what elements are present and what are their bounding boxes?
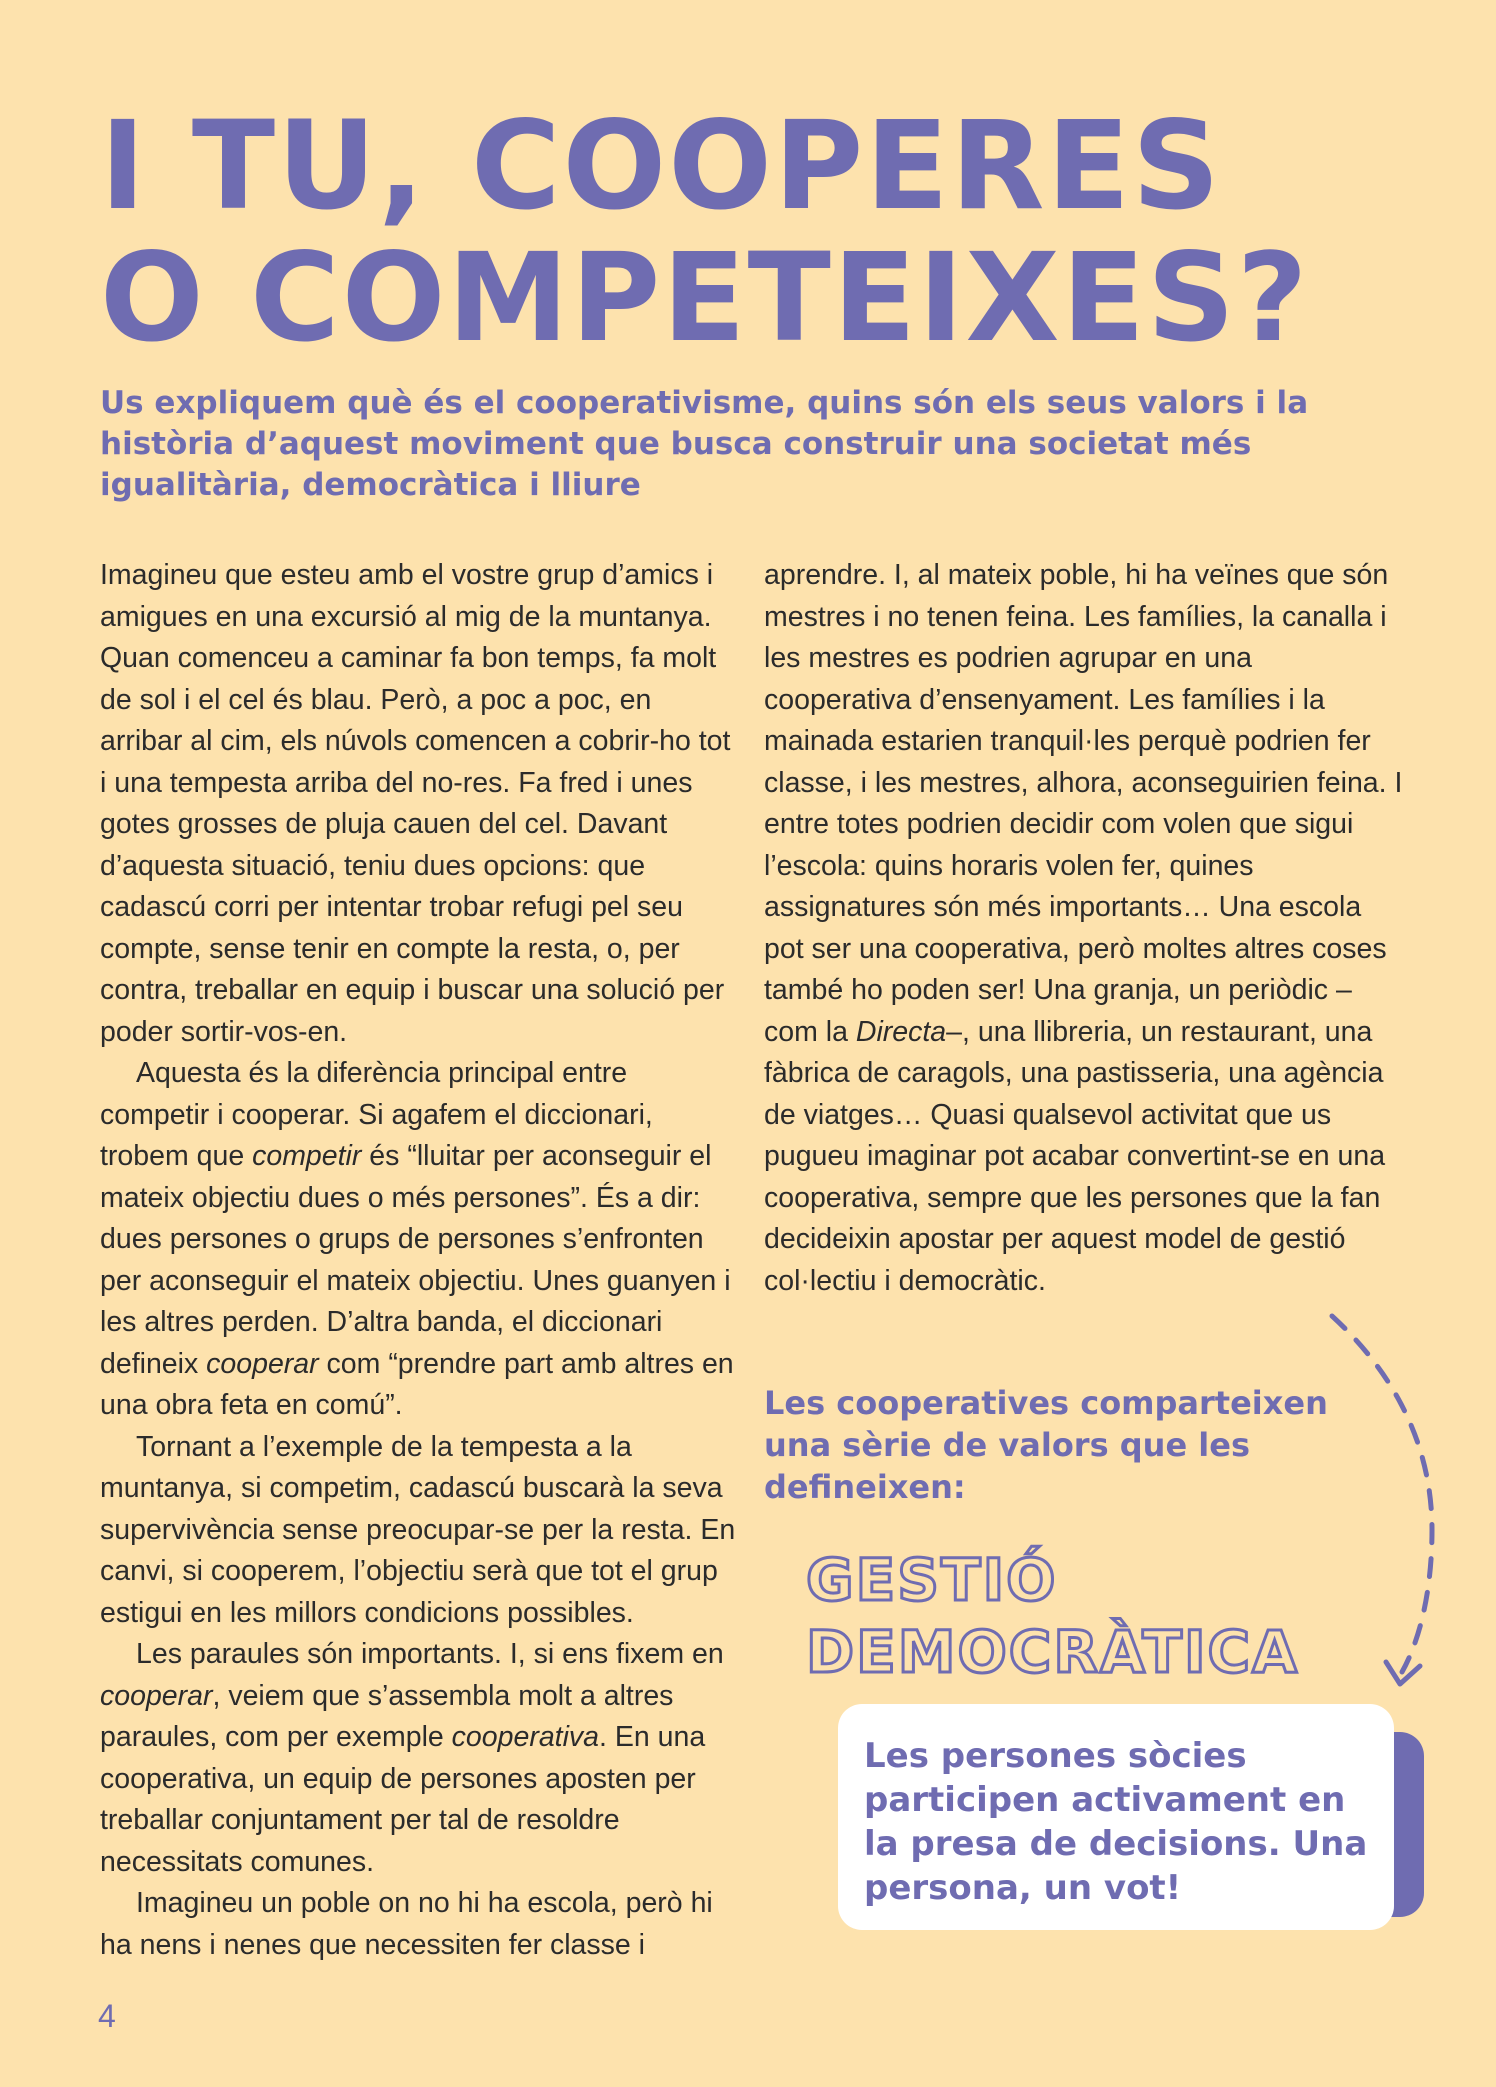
values-intro: Les cooperatives comparteixen una sèrie de valors que les defineixen: <box>764 1384 1328 1506</box>
body-paragraph-2: Aquesta és la diferència principal entre competir i cooperar. Si agafem el diccionari, trobem que competir és “lluitar per aconseguir el mateix objectiu dues o més persones”. És a dir: dues persones o grups de persones s’enfronten per aconseguir el mateix objectiu. Unes guanyen i les altres perden. D’altra banda, el diccionari defineix cooperar com “prendre part amb altres en una obra feta en comú”. <box>100 1057 734 1421</box>
emphasis-competir: competir <box>252 1140 362 1172</box>
value-card <box>838 1704 1394 1930</box>
emphasis-cooperar: cooperar <box>206 1347 319 1380</box>
body-paragraph-6: aprendre. I, al mateix poble, hi ha veïnes que són mestres i no tenen feina. Les famílies, la canalla i les mestres es podrien agrupar en una cooperativa d’ensenyament. Les famílies i la mainada estarien tranquil·les perquè podrien fer classe, i les mestres, alhora, aconseguirien feina. I entre totes podrien decidir com volen que sigui l’escola: quins horaris volen fer, quines assignatures són més importants… Una escola pot ser una cooperativa, però moltes altres coses també ho poden ser! Una granja, un periòdic –com la Directa–, una llibreria, un restaurant, una fàbrica de caragols, una pastisseria, una agència de viatges… Quasi qualsevol activitat que us pugueu imaginar pot acabar convertint-se en una cooperativa, sempre que les persones que la fan decideixin apostar per aquest model de gestió col·lectiu i democràtic. <box>764 559 1403 1297</box>
body-paragraph-5: Imagineu un poble on no hi ha escola, però hi ha nens i nenes que necessiten fer classe i <box>100 1887 713 1961</box>
body-paragraph-3: Tornant a l’exemple de la tempesta a la muntanya, si competim, cadascú buscarà la seva supervivència sense preocupar-se per la resta. En canvi, si cooperem, l’objectiu serà que tot el grup estigui en les millors condicions possibles. <box>100 1430 736 1629</box>
title-line-2: O COMPETEIXES? <box>100 227 1310 369</box>
page-number: 4 <box>98 1998 116 2034</box>
emphasis-cooperativa: cooperativa <box>451 1721 600 1753</box>
page-title <box>100 95 1400 369</box>
body-column-left <box>100 555 740 1966</box>
body-column-right <box>764 555 1404 1302</box>
value-card-text: Les persones sòcies participen activament en la presa de decisions. Una persona, un vot! <box>864 1736 1368 1908</box>
value-title-line-1: GESTIÓ <box>806 1546 1058 1614</box>
value-title <box>806 1544 1299 1688</box>
emphasis-directa: Directa <box>855 1015 947 1048</box>
lead-paragraph: Us expliquem què és el cooperativisme, quins són els seus valors i la història d’aquest moviment que busca construir una societat més igualitària, democràtica i lliure <box>100 385 1309 503</box>
title-line-1: I TU, COOPERES <box>100 95 1222 237</box>
emphasis-cooperar-2: cooperar <box>100 1679 213 1712</box>
body-paragraph-4: Les paraules són importants. I, si ens fixem en cooperar, veiem que s’assembla molt a altres paraules, com per exemple cooperativa. En una cooperativa, un equip de persones aposten per treballar conjuntament per tal de resoldre necessitats comunes. <box>100 1638 724 1878</box>
value-title-line-2: DEMOCRÀTICA <box>806 1618 1299 1686</box>
body-paragraph-1: Imagineu que esteu amb el vostre grup d’amics i amigues en una excursió al mig de la muntanya. Quan comenceu a caminar fa bon temps, fa molt de sol i el cel és blau. Però, a poc a poc, en arribar al cim, els núvols comencen a cobrir-ho tot i una tempesta arriba del no-res. Fa fred i unes gotes grosses de pluja cauen del cel. Davant d’aquesta situació, teniu dues opcions: que cadascú corri per intentar trobar refugi pel seu compte, sense tenir en compte la resta, o, per contra, treballar en equip i buscar una solució per poder sortir-vos-en. <box>100 559 731 1048</box>
